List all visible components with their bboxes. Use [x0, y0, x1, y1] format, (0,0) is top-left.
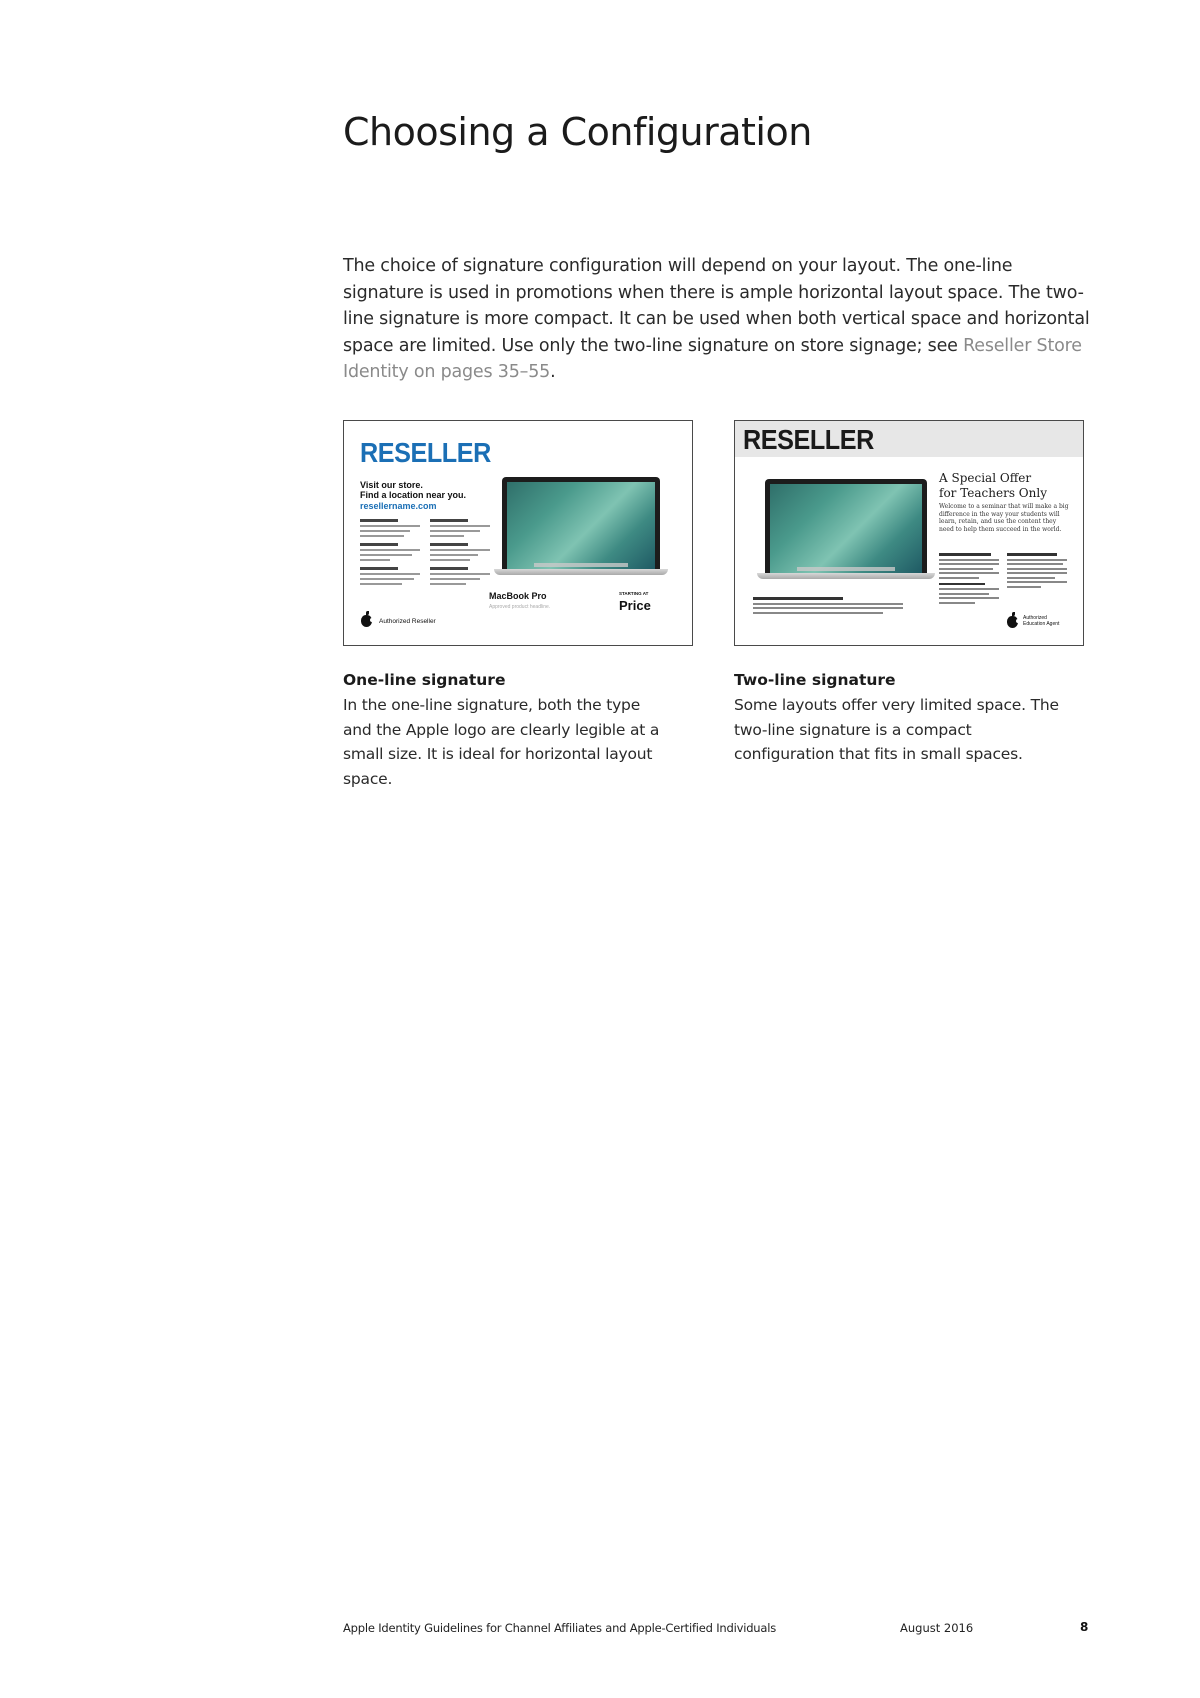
store-location-block [430, 543, 490, 564]
macbook-pro-image [502, 477, 660, 577]
price-label: Price [619, 598, 651, 613]
fine-print-column [939, 553, 999, 606]
caption-body: In the one-line signature, both the type and the Apple logo are clearly legible at a small size. It is ideal for horizontal layout space. [343, 696, 660, 788]
intro-text: The choice of signature configuration will depend on your layout. The one-line signature is used in promotions when there is ample horizontal layout space. The two-line signature is more compact. It can be used when both vertical space and horizontal space are limited. Use only the two-line signature on store signage; see [343, 256, 1090, 356]
page-number: 8 [1080, 1620, 1089, 1634]
apple-logo-icon [1007, 616, 1018, 628]
two-line-caption [734, 671, 1064, 767]
product-headline: Approved product headline. [489, 604, 551, 610]
apple-logo-icon [361, 615, 372, 627]
offer-line-2: for Teachers Only [939, 486, 1047, 500]
intro-paragraph [343, 253, 1093, 386]
fine-print-column [1007, 553, 1067, 590]
one-line-signature-example [343, 420, 693, 646]
store-location-block [360, 567, 420, 588]
reseller-wordmark: RESELLER [743, 424, 874, 455]
offer-line-1: A Special Offer [939, 471, 1032, 485]
reseller-store-identity-link[interactable]: Reseller Store Identity on pages 35–55 [343, 335, 1082, 382]
store-location-block [360, 519, 420, 540]
authorized-line-2: Education Agent [1023, 621, 1060, 627]
store-locations-placeholder [360, 519, 500, 591]
authorized-education-agent-signature [1023, 615, 1059, 627]
footer-document-title: Apple Identity Guidelines for Channel Affiliates and Apple-Certified Individuals [343, 1621, 777, 1635]
visit-line-2: Find a location near you. [360, 490, 467, 500]
offer-body-text: Welcome to a seminar that will make a big difference in the way your students will learn, retain, and use the content they need to help them succeed in the world. [939, 503, 1069, 533]
intro-end: . [550, 362, 556, 382]
fine-print-footnote [753, 597, 903, 616]
offer-headline [939, 471, 1047, 501]
authorized-line-1: Authorized [1023, 615, 1047, 621]
caption-body: Some layouts offer very limited space. The two-line signature is a compact configuration that fits in small spaces. [734, 696, 1059, 763]
page-title: Choosing a Configuration [343, 110, 812, 154]
store-location-block [360, 543, 420, 564]
authorized-reseller-signature: Authorized Reseller [379, 618, 436, 625]
caption-title: Two-line signature [734, 671, 896, 689]
reseller-wordmark: RESELLER [360, 437, 491, 468]
visit-line-1: Visit our store. [360, 480, 423, 490]
one-line-caption [343, 671, 673, 791]
footer-date: August 2016 [900, 1621, 974, 1635]
store-location-block [430, 519, 490, 540]
macbook-pro-image [765, 479, 927, 579]
reseller-url: resellername.com [360, 501, 437, 511]
caption-title: One-line signature [343, 671, 506, 689]
starting-at-label: STARTING AT [619, 591, 649, 596]
two-line-signature-example [734, 420, 1084, 646]
store-location-block [430, 567, 490, 588]
product-name: MacBook Pro [489, 591, 547, 601]
visit-store-text [360, 480, 466, 500]
